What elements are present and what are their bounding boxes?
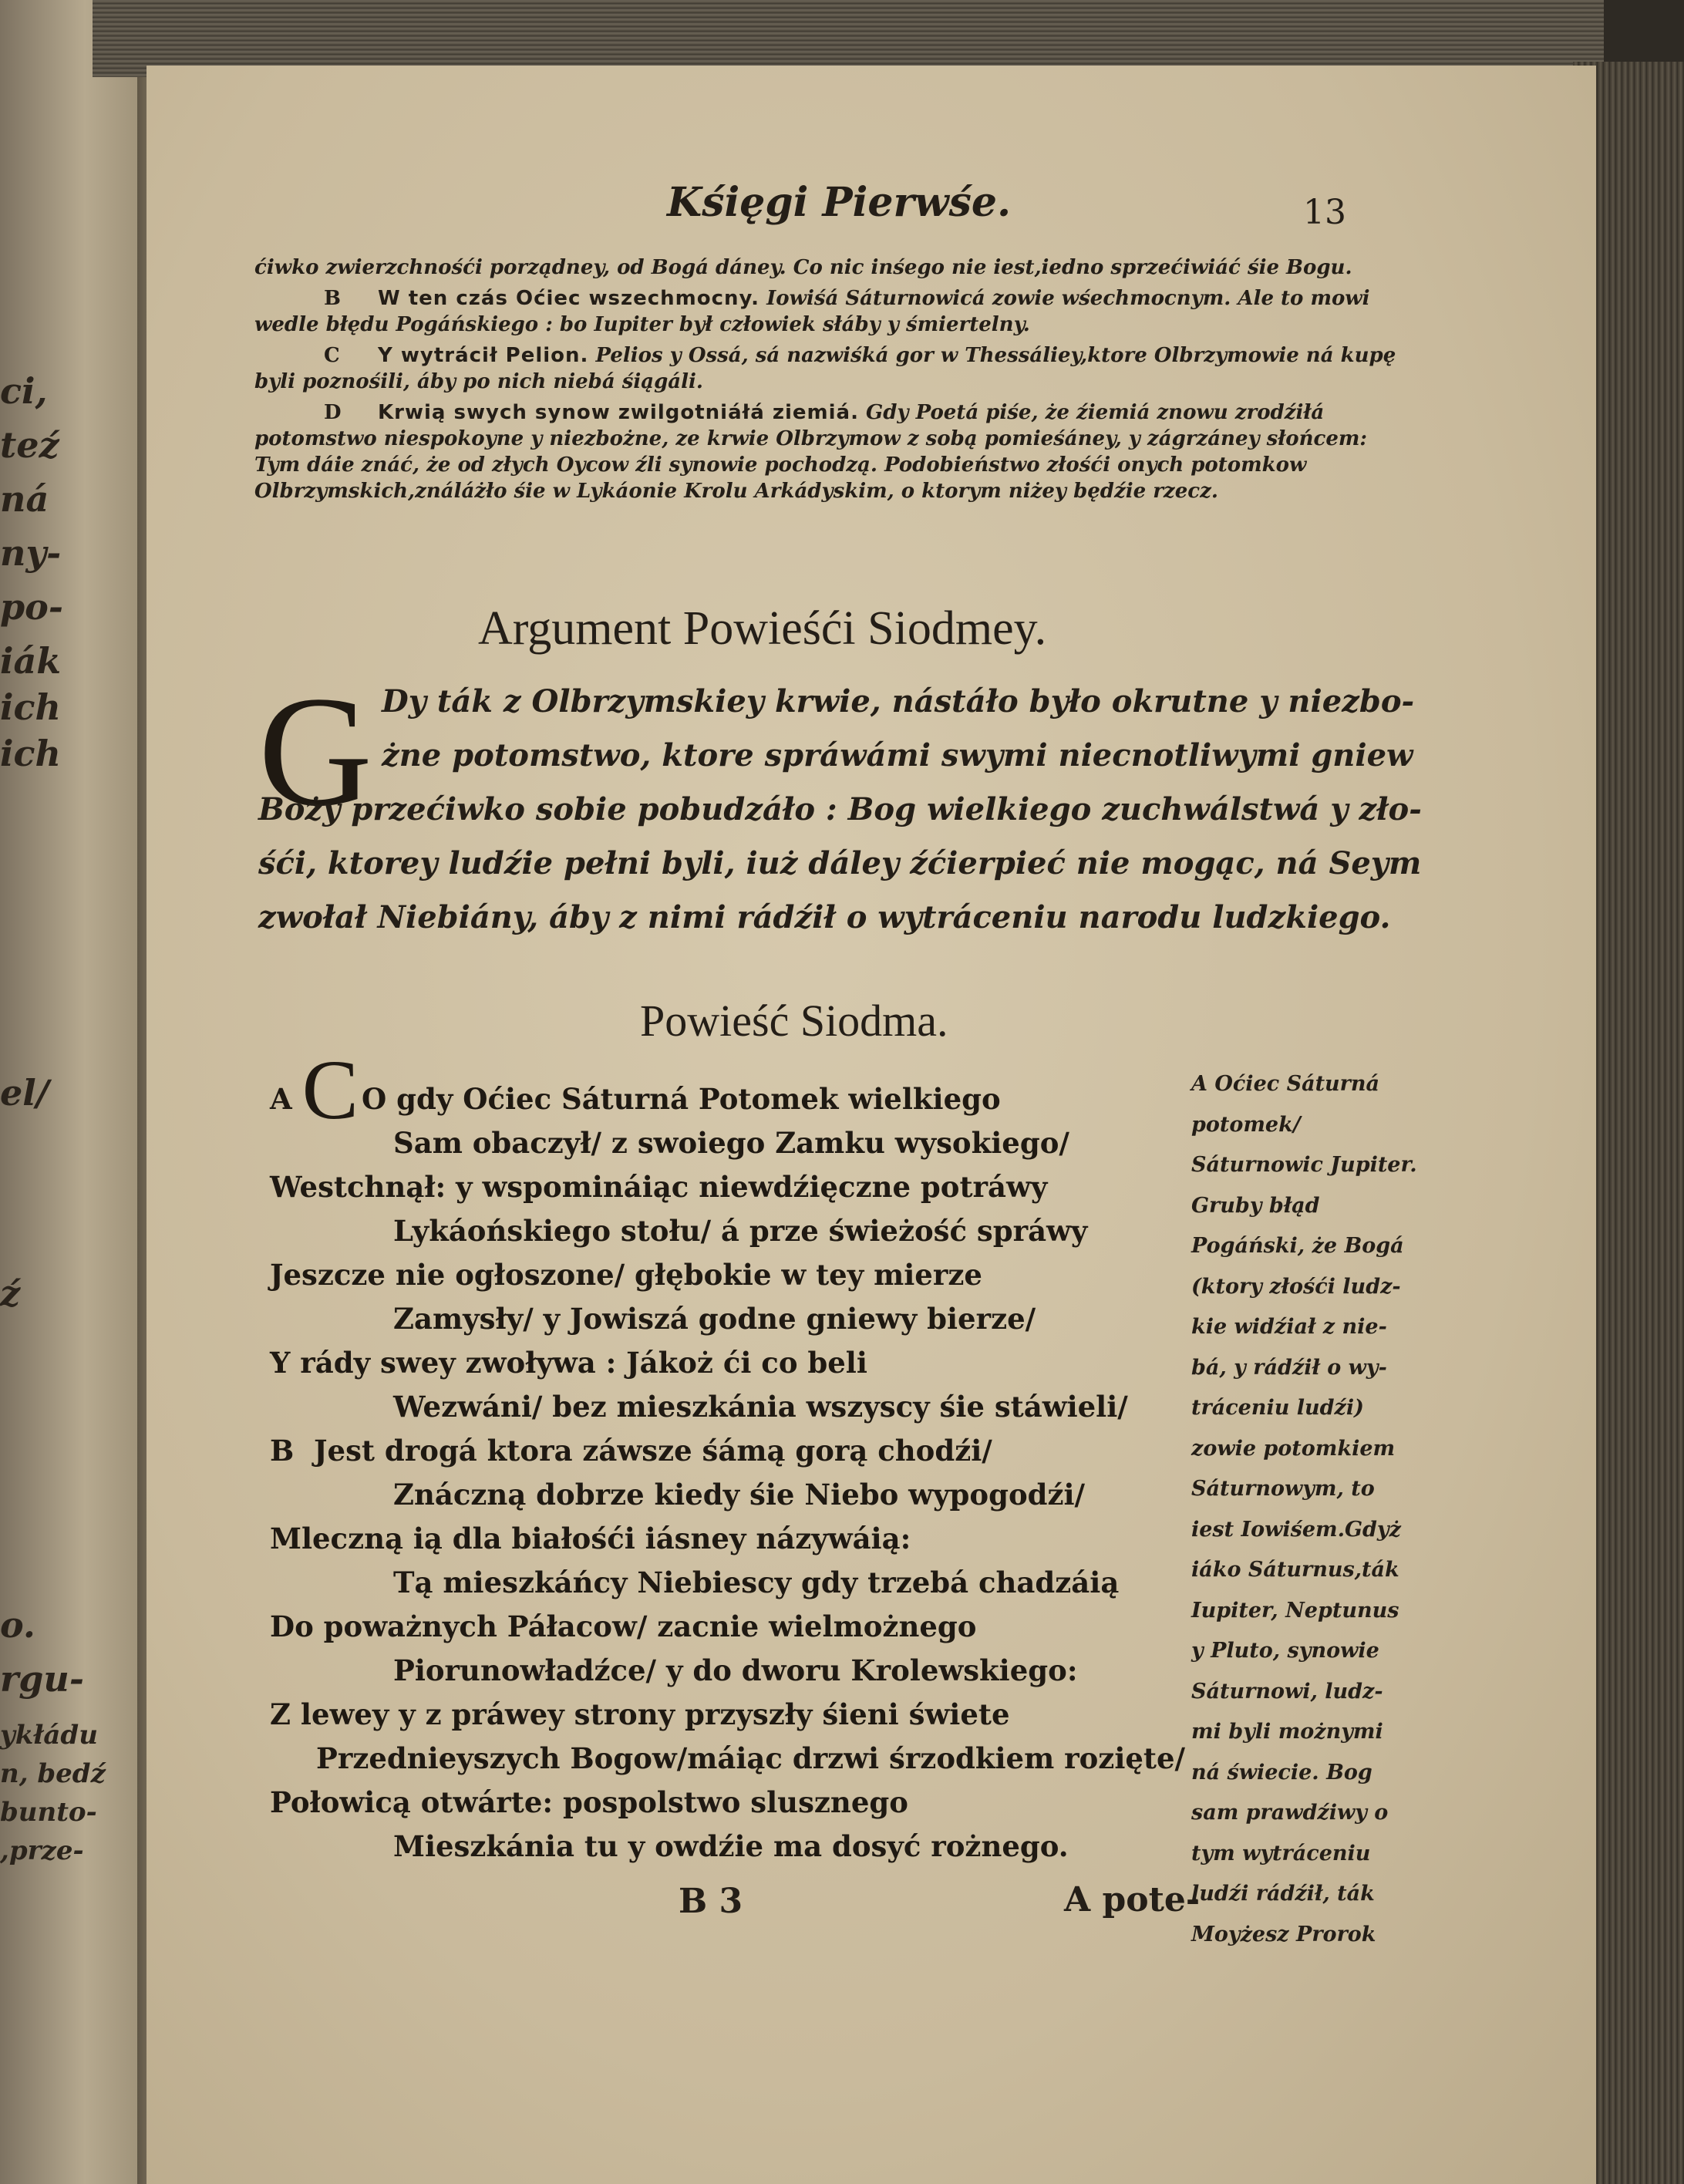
margin-note-line: Sáturnowym, to [1191,1477,1375,1501]
argument-heading: Argument Powieśći Siodmey. [478,602,1047,655]
margin-note-line: sam prawdźiwy o [1191,1801,1389,1825]
margin-note-line: ludźi rádźił, ták [1191,1882,1375,1906]
verse-block [270,1043,1195,1869]
drop-cap: G [258,664,373,839]
left-fragment: n, bedź [0,1758,106,1789]
verse-line: Znáczną dobrze kiedy śie Niebo wypogodźi/ [393,1478,1086,1512]
left-fragment: iák [0,640,62,682]
verse-line: Zamysły/ y Jowiszá godne gniewy bierze/ [393,1302,1036,1336]
margin-note-line: (ktory złośći ludz- [1191,1274,1401,1299]
margin-note-line: tráceniu ludźi) [1191,1396,1364,1420]
running-head: Kśięgi Pierwśe. [667,179,1012,226]
argument-line: Boży przećiwko sobie pobudzáło : Bog wielkiego zuchwálstwá y zło- [258,791,1422,827]
verse-line: Z lewey y z práwey strony przyszły śieni świete [270,1697,1010,1731]
margin-note-line: tym wytráceniu [1191,1841,1371,1866]
note-text: ćiwko zwierzchnośći porządney, od Bogá dáney. Co nic inśego nie iest,iedno sprzećiwiáć śie Bogu. [254,256,1352,279]
margin-note-line: Pogáński, że Bogá [1191,1234,1404,1258]
signature-mark: B 3 [679,1882,743,1921]
verse-line: Lykáońskiego stołu/ á prze świeżość spráwy [393,1214,1088,1248]
left-fragment: el/ [0,1072,49,1114]
left-fragment: ci, [0,370,48,412]
verse-line: Sam obaczył/ z swoiego Zamku wysokiego/ [393,1126,1069,1160]
note-text: Gdy Poetá piśe, że źiemiá znowu zrodźiłá potomstwo niespokoyne y niezbożne, ze krwie Olbrzymow z sobą pomieśáney, y zágrzáney słońcem: Tym dáie znáć, że od złych Oycow źli synowie pochodzą. Podobieństwo złośći onych potomkow Olbrzymskich,ználáżło śie w Lykáonie Krolu Arkádyskim, o ktorym niżey będźie rzecz. [254,401,1368,503]
argument-line: śći, ktorey ludźie pełni byli, iuż dáley źćierpieć nie mogąc, ná Seym [258,845,1422,881]
verse-line [270,1429,1195,1473]
verse-line: Wezwáni/ bez mieszkánia wszyscy śie stáwieli/ [393,1390,1128,1424]
margin-note-line: mi byli możnymi [1191,1720,1383,1744]
commentary-notes [254,254,1411,509]
page-number: 13 [1303,193,1346,232]
left-fragment: rgu- [0,1658,84,1700]
argument-line: zwołał Niebiány, áby z nimi rádźił o wytráceniu narodu ludzkiego. [258,899,1391,935]
margin-note-line: iáko Sáturnus,ták [1191,1558,1399,1582]
margin-note-line: zowie potomkiem [1191,1436,1396,1461]
left-fragment: ykłádu [0,1720,98,1751]
verse-line: Tą mieszkáńcy Niebiescy gdy trzebá chadzáią [393,1566,1120,1599]
verse-line: Mieszkánia tu y owdźie ma dosyć rożnego. [393,1829,1069,1863]
note-text: Pelios y Ossá, sá nazwiśká gor w Thessáliey,ktore Olbrzymowie ná kupę byli poznośili, áby po nich niebá śiągáli. [254,344,1396,393]
margin-note-line: Iupiter, Neptunus [1191,1598,1399,1623]
verse-text: Jest drogá ktora záwsze śámą gorą chodźi/ [314,1434,992,1468]
margin-note-line: Sáturnowi, ludz- [1191,1679,1383,1704]
verse-line: Westchnął: y wspomináiąc niewdźięczne potráwy [270,1170,1048,1204]
note-mark: B [324,287,341,310]
left-fragment: ,prze- [0,1835,84,1866]
margin-note-line: y Pluto, synowie [1191,1639,1379,1663]
left-fragment: teź [0,424,59,466]
verse-text: O gdy Oćiec Sáturná Potomek wielkiego [361,1082,1001,1116]
left-fragment: ná [0,478,49,520]
margin-note-line: A Oćiec Sáturná potomek/ Sáturnowic Jupiter. Gruby błąd [1191,1072,1417,1218]
left-fragment: ich [0,733,61,774]
verse-line: Y rády swey zwoływa : Jákoż ći co beli [270,1346,867,1380]
argument-line: żne potomstwo, ktore spráwámi swymi niecnotliwymi gniew [382,737,1413,774]
margin-note-line: kie widźiał z nie- [1191,1315,1387,1339]
left-fragment: ny- [0,532,62,574]
note-mark: C [324,344,340,367]
note-b [254,285,1411,338]
left-fragment: o. [0,1604,35,1646]
verse-mark: A [270,1082,292,1116]
argument-line: Dy ták z Olbrzymskiey krwie, nástáło było okrutne y niezbo- [382,683,1415,720]
verse-line: Połowicą otwárte: pospolstwo slusznego [270,1785,908,1819]
verse-line: Jeszcze nie ogłoszone/ głębokie w tey mierze [270,1258,982,1292]
verse-line: Do poważnych Páłacow/ zacnie wielmożnego [270,1609,977,1643]
note-lemma: W ten czás Oćiec wszechmocny. [378,287,759,310]
margin-note-line: ná świecie. Bog [1191,1760,1372,1785]
facing-page [0,0,154,2184]
margin-note-line: Moyżesz Prorok [1191,1922,1376,1946]
margin-note-line: iest Iowiśem.Gdyż [1191,1517,1401,1542]
note-c [254,342,1411,395]
left-fragment: bunto- [0,1797,97,1828]
note-lemma: Y wytrácił Pelion. [378,344,589,367]
verse-line: Mleczną ią dla białośći iásney názywáią: [270,1522,911,1555]
note-d [254,399,1411,504]
margin-note-line: bá, y rádźił o wy- [1191,1355,1387,1380]
note-continued [254,254,1411,281]
note-text: Iowiśá Sáturnowicá zowie wśechmocnym. Ale to mowi wedle błędu Pogáńskiego : bo Iupiter był człowiek słáby y śmiertelny. [254,287,1370,336]
left-fragment: ź [0,1272,21,1314]
verse-line: Piorunowładźce/ y do dworu Krolewskiego: [393,1653,1078,1687]
argument-text [258,664,1430,945]
note-lemma: Krwią swych synow zwilgotniáłá ziemiá. [378,401,859,424]
story-heading: Powieść Siodma. [640,996,948,1046]
left-fragment: ich [0,686,61,728]
left-fragment: po- [0,586,63,628]
verse-line: Przednieyszych Bogow/máiąc drzwi śrzodkiem rozięte/ [316,1741,1186,1775]
verse-initial: C [301,1043,359,1137]
catchword: A pote- [1064,1880,1201,1919]
note-mark: D [324,401,342,424]
verse-mark: B [270,1434,295,1468]
verse-line [270,1043,1195,1137]
margin-note [1191,1064,1423,1955]
